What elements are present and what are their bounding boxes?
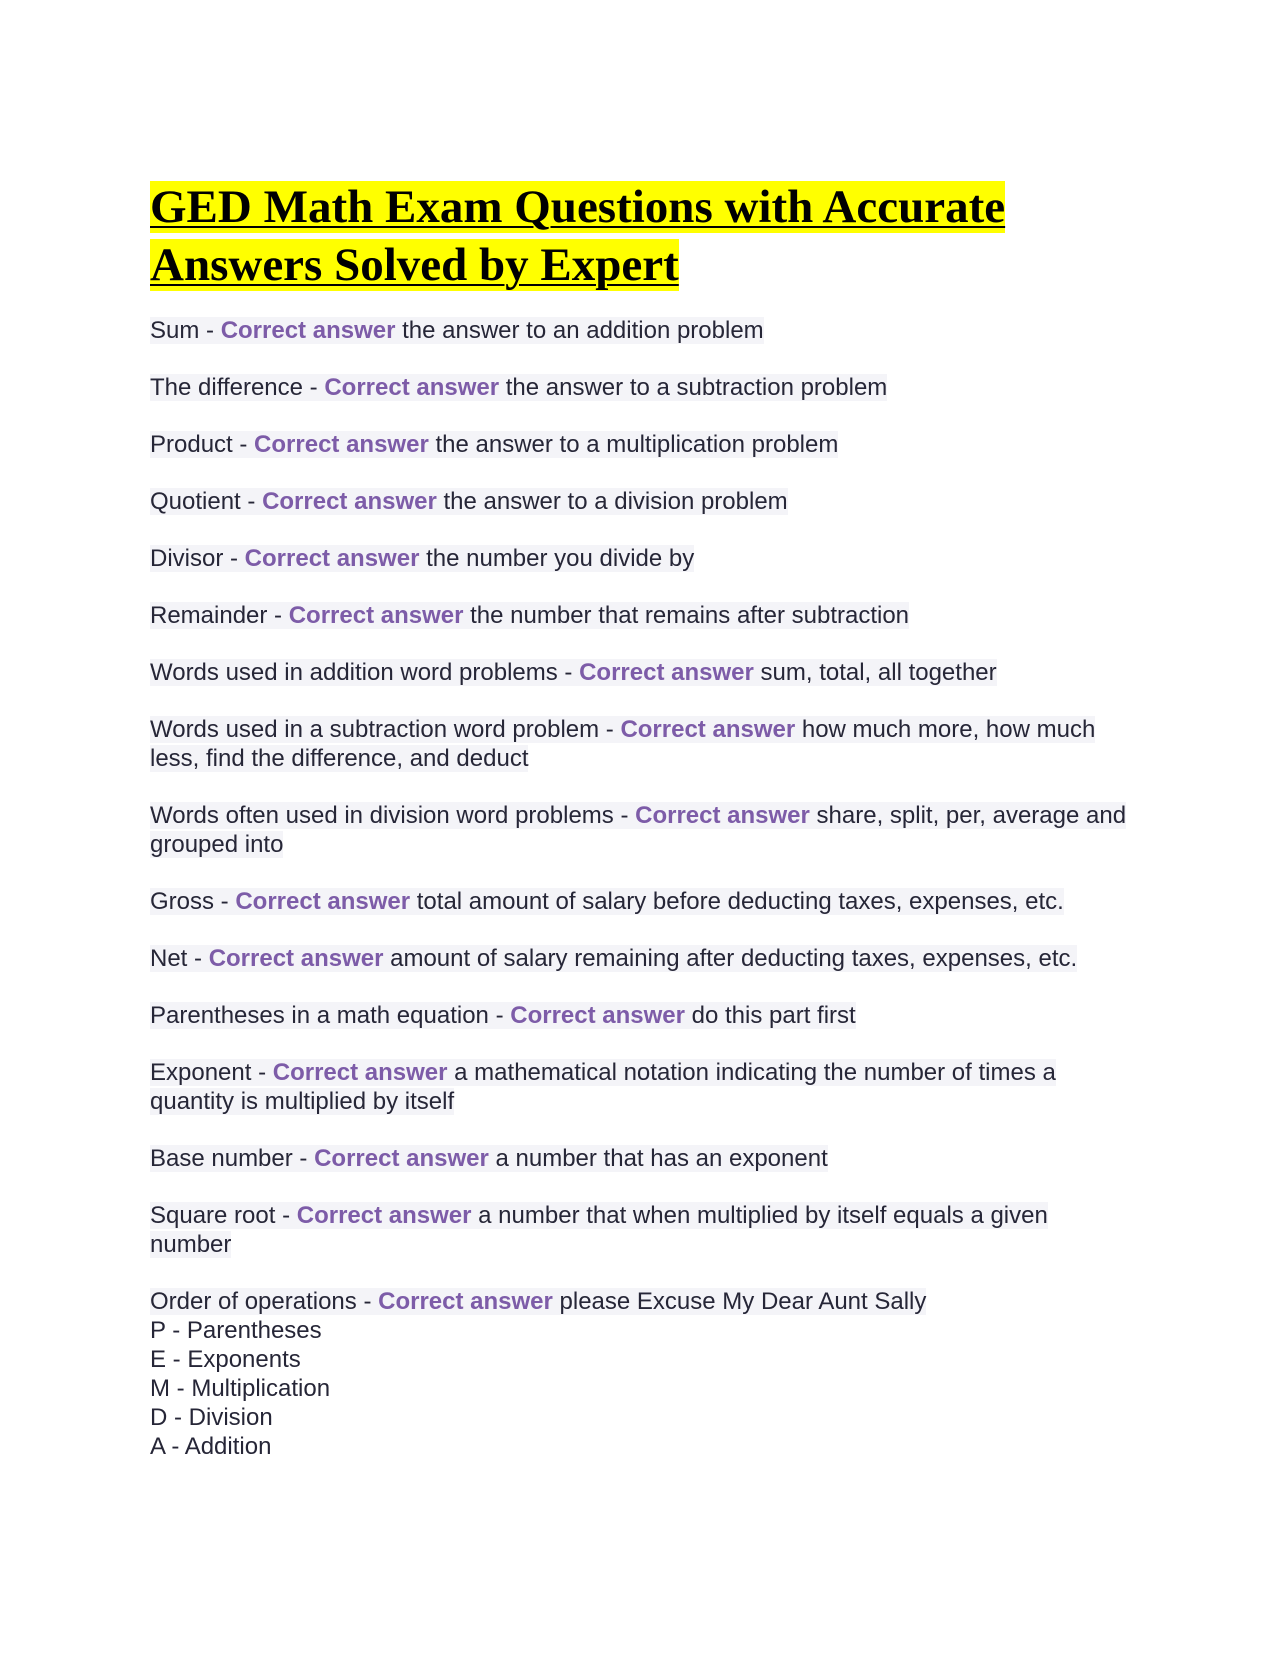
term: Words often used in division word problems -: [150, 802, 636, 829]
definition: how much more, how much less, find the difference, and deduct: [150, 716, 1096, 772]
correct-answer-label: Correct answer: [378, 1288, 553, 1315]
document-page: [150, 178, 1130, 1461]
correct-answer-label: Correct answer: [244, 545, 420, 572]
definition: the answer to an addition problem: [395, 317, 764, 344]
correct-answer-label: Correct answer: [620, 716, 796, 743]
mnemonic-line: D - Division: [150, 1404, 273, 1431]
definition: please Excuse My Dear Aunt Sally: [552, 1288, 927, 1315]
qa-item: [150, 715, 1130, 773]
correct-answer-label: Correct answer: [324, 374, 500, 401]
mnemonic-line: P - Parentheses: [150, 1317, 322, 1344]
definition: share, split, per, average and grouped into: [150, 802, 1127, 858]
term: Gross -: [150, 888, 236, 915]
correct-answer-label: Correct answer: [262, 488, 437, 515]
definition: a mathematical notation indicating the number of times a quantity is multiplied by itself: [150, 1059, 1056, 1115]
term: Sum -: [150, 317, 221, 344]
correct-answer-label: Correct answer: [314, 1145, 489, 1172]
correct-answer-label: Correct answer: [208, 945, 384, 972]
qa-item: [150, 316, 1130, 345]
correct-answer-label: Correct answer: [579, 659, 754, 686]
definition: the answer to a multiplication problem: [428, 431, 839, 458]
term: Remainder -: [150, 602, 289, 629]
page-title: [150, 178, 1130, 294]
definition: a number that has an exponent: [488, 1145, 828, 1172]
definition: the answer to a subtraction problem: [499, 374, 888, 401]
term: Exponent -: [150, 1059, 273, 1086]
qa-item: [150, 430, 1130, 459]
qa-item: [150, 544, 1130, 573]
qa-item: [150, 487, 1130, 516]
definition: total amount of salary before deducting taxes, expenses, etc.: [410, 888, 1064, 915]
qa-item-order-of-operations: [150, 1287, 1130, 1461]
qa-item: [150, 1144, 1130, 1173]
correct-answer-label: Correct answer: [235, 888, 411, 915]
correct-answer-label: Correct answer: [288, 602, 464, 629]
qa-item: [150, 944, 1130, 973]
correct-answer-label: Correct answer: [254, 431, 429, 458]
term: The difference -: [150, 374, 325, 401]
correct-answer-label: Correct answer: [510, 1002, 685, 1029]
title-line-2: Answers Solved by Expert: [150, 239, 679, 291]
definition: a number that when multiplied by itself equals a given number: [150, 1202, 1048, 1258]
qa-item: [150, 801, 1130, 859]
definition: the number you divide by: [419, 545, 695, 572]
correct-answer-label: Correct answer: [296, 1202, 472, 1229]
title-line-1: GED Math Exam Questions with Accurate: [150, 181, 1006, 233]
definition: do this part first: [684, 1002, 856, 1029]
qa-item: [150, 658, 1130, 687]
qa-list: [150, 316, 1130, 1461]
term: Divisor -: [150, 545, 245, 572]
definition: amount of salary remaining after deducting taxes, expenses, etc.: [383, 945, 1078, 972]
correct-answer-label: Correct answer: [635, 802, 810, 829]
qa-item: [150, 601, 1130, 630]
qa-item: [150, 1201, 1130, 1259]
qa-item: [150, 373, 1130, 402]
correct-answer-label: Correct answer: [272, 1059, 448, 1086]
term: Parentheses in a math equation -: [150, 1002, 511, 1029]
term: Base number -: [150, 1145, 315, 1172]
qa-item: [150, 1287, 1130, 1316]
definition: the answer to a division problem: [436, 488, 788, 515]
mnemonic-line: M - Multiplication: [150, 1375, 331, 1402]
correct-answer-label: Correct answer: [220, 317, 396, 344]
term: Product -: [150, 431, 255, 458]
qa-item: [150, 887, 1130, 916]
term: Order of operations -: [150, 1288, 379, 1315]
mnemonic-line: A - Addition: [150, 1433, 272, 1460]
definition: sum, total, all together: [753, 659, 997, 686]
term: Quotient -: [150, 488, 263, 515]
mnemonic-line: E - Exponents: [150, 1346, 301, 1373]
term: Words used in addition word problems -: [150, 659, 580, 686]
term: Square root -: [150, 1202, 297, 1229]
term: Net -: [150, 945, 209, 972]
qa-item: [150, 1058, 1130, 1116]
term: Words used in a subtraction word problem -: [150, 716, 621, 743]
definition: the number that remains after subtraction: [463, 602, 910, 629]
qa-item: [150, 1001, 1130, 1030]
